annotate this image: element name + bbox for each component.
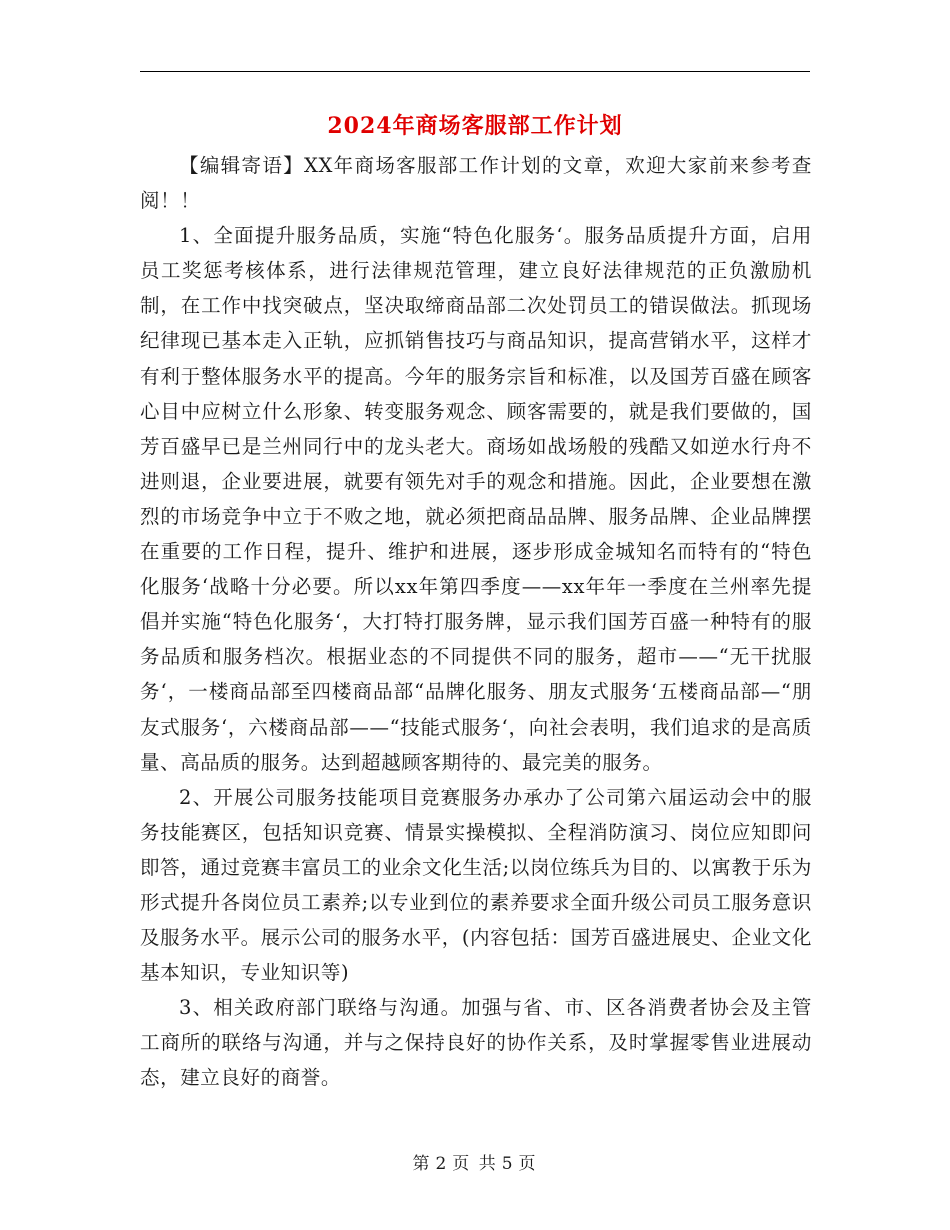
footer-suffix: 页 <box>518 1154 538 1174</box>
page-footer <box>0 1152 950 1176</box>
paragraph-government-liaison: 3、相关政府部门联络与沟通。加强与省、市、区各消费者协会及主管工商所的联络与沟通，并与之保持良好的协作关系，及时掌握零售业进展动态，建立良好的商誉。 <box>140 996 812 1090</box>
document-body <box>140 148 812 1096</box>
footer-total-pages: 5 <box>501 1154 515 1174</box>
footer-current-page: 2 <box>435 1154 449 1174</box>
paragraph-editor-note: 【编辑寄语】XX年商场客服部工作计划的文章，欢迎大家前来参考查阅！！ <box>140 154 812 213</box>
paragraph-skill-competition: 2、开展公司服务技能项目竞赛服务办承办了公司第六届运动会中的服务技能赛区，包括知识竞赛、情景实操模拟、全程消防演习、岗位应知即问即答，通过竞赛丰富员工的业余文化生活;以岗位练兵为目的、以寓教于乐为形式提升各岗位员工素养;以专业到位的素养要求全面升级公司员工服务意识及服务水平。展示公司的服务水平，(内容包括：国芳百盛进展史、企业文化基本知识，专业知识等) <box>140 785 812 985</box>
footer-middle: 页 共 <box>452 1154 498 1174</box>
header-rule <box>140 71 810 72</box>
paragraph-service-quality: 1、全面提升服务品质，实施“特色化服务‘。服务品质提升方面，启用员工奖惩考核体系，进行法律规范管理，建立良好法律规范的正负激励机制，在工作中找突破点，坚决取缔商品部二次处罚员工的错误做法。抓现场纪律现已基本走入正轨，应抓销售技巧与商品知识，提高营销水平，这样才有利于整体服务水平的提高。今年的服务宗旨和标准，以及国芳百盛在顾客心目中应树立什么形象、转变服务观念、顾客需要的，就是我们要做的，国芳百盛早已是兰州同行中的龙头老大。商场如战场般的残酷又如逆水行舟不进则退，企业要进展，就要有领先对手的观念和措施。因此，企业要想在激烈的市场竞争中立于不败之地，就必须把商品品牌、服务品牌、企业品牌摆在重要的工作日程，提升、维护和进展，逐步形成金城知名而特有的“特色化服务‘战略十分必要。所以xx年第四季度——xx年年一季度在兰州率先提倡并实施“特色化服务‘，大打特打服务牌，显示我们国芳百盛一种特有的服务品质和服务档次。根据业态的不同提供不同的服务，超市——“无干扰服务‘，一楼商品部至四楼商品部“品牌化服务、朋友式服务‘五楼商品部—“朋友式服务‘，六楼商品部——“技能式服务‘，向社会表明，我们追求的是高质量、高品质的服务。达到超越顾客期待的、最完美的服务。 <box>140 224 812 774</box>
footer-prefix: 第 <box>412 1154 432 1174</box>
document-title: 2024年商场客服部工作计划 <box>327 113 623 139</box>
